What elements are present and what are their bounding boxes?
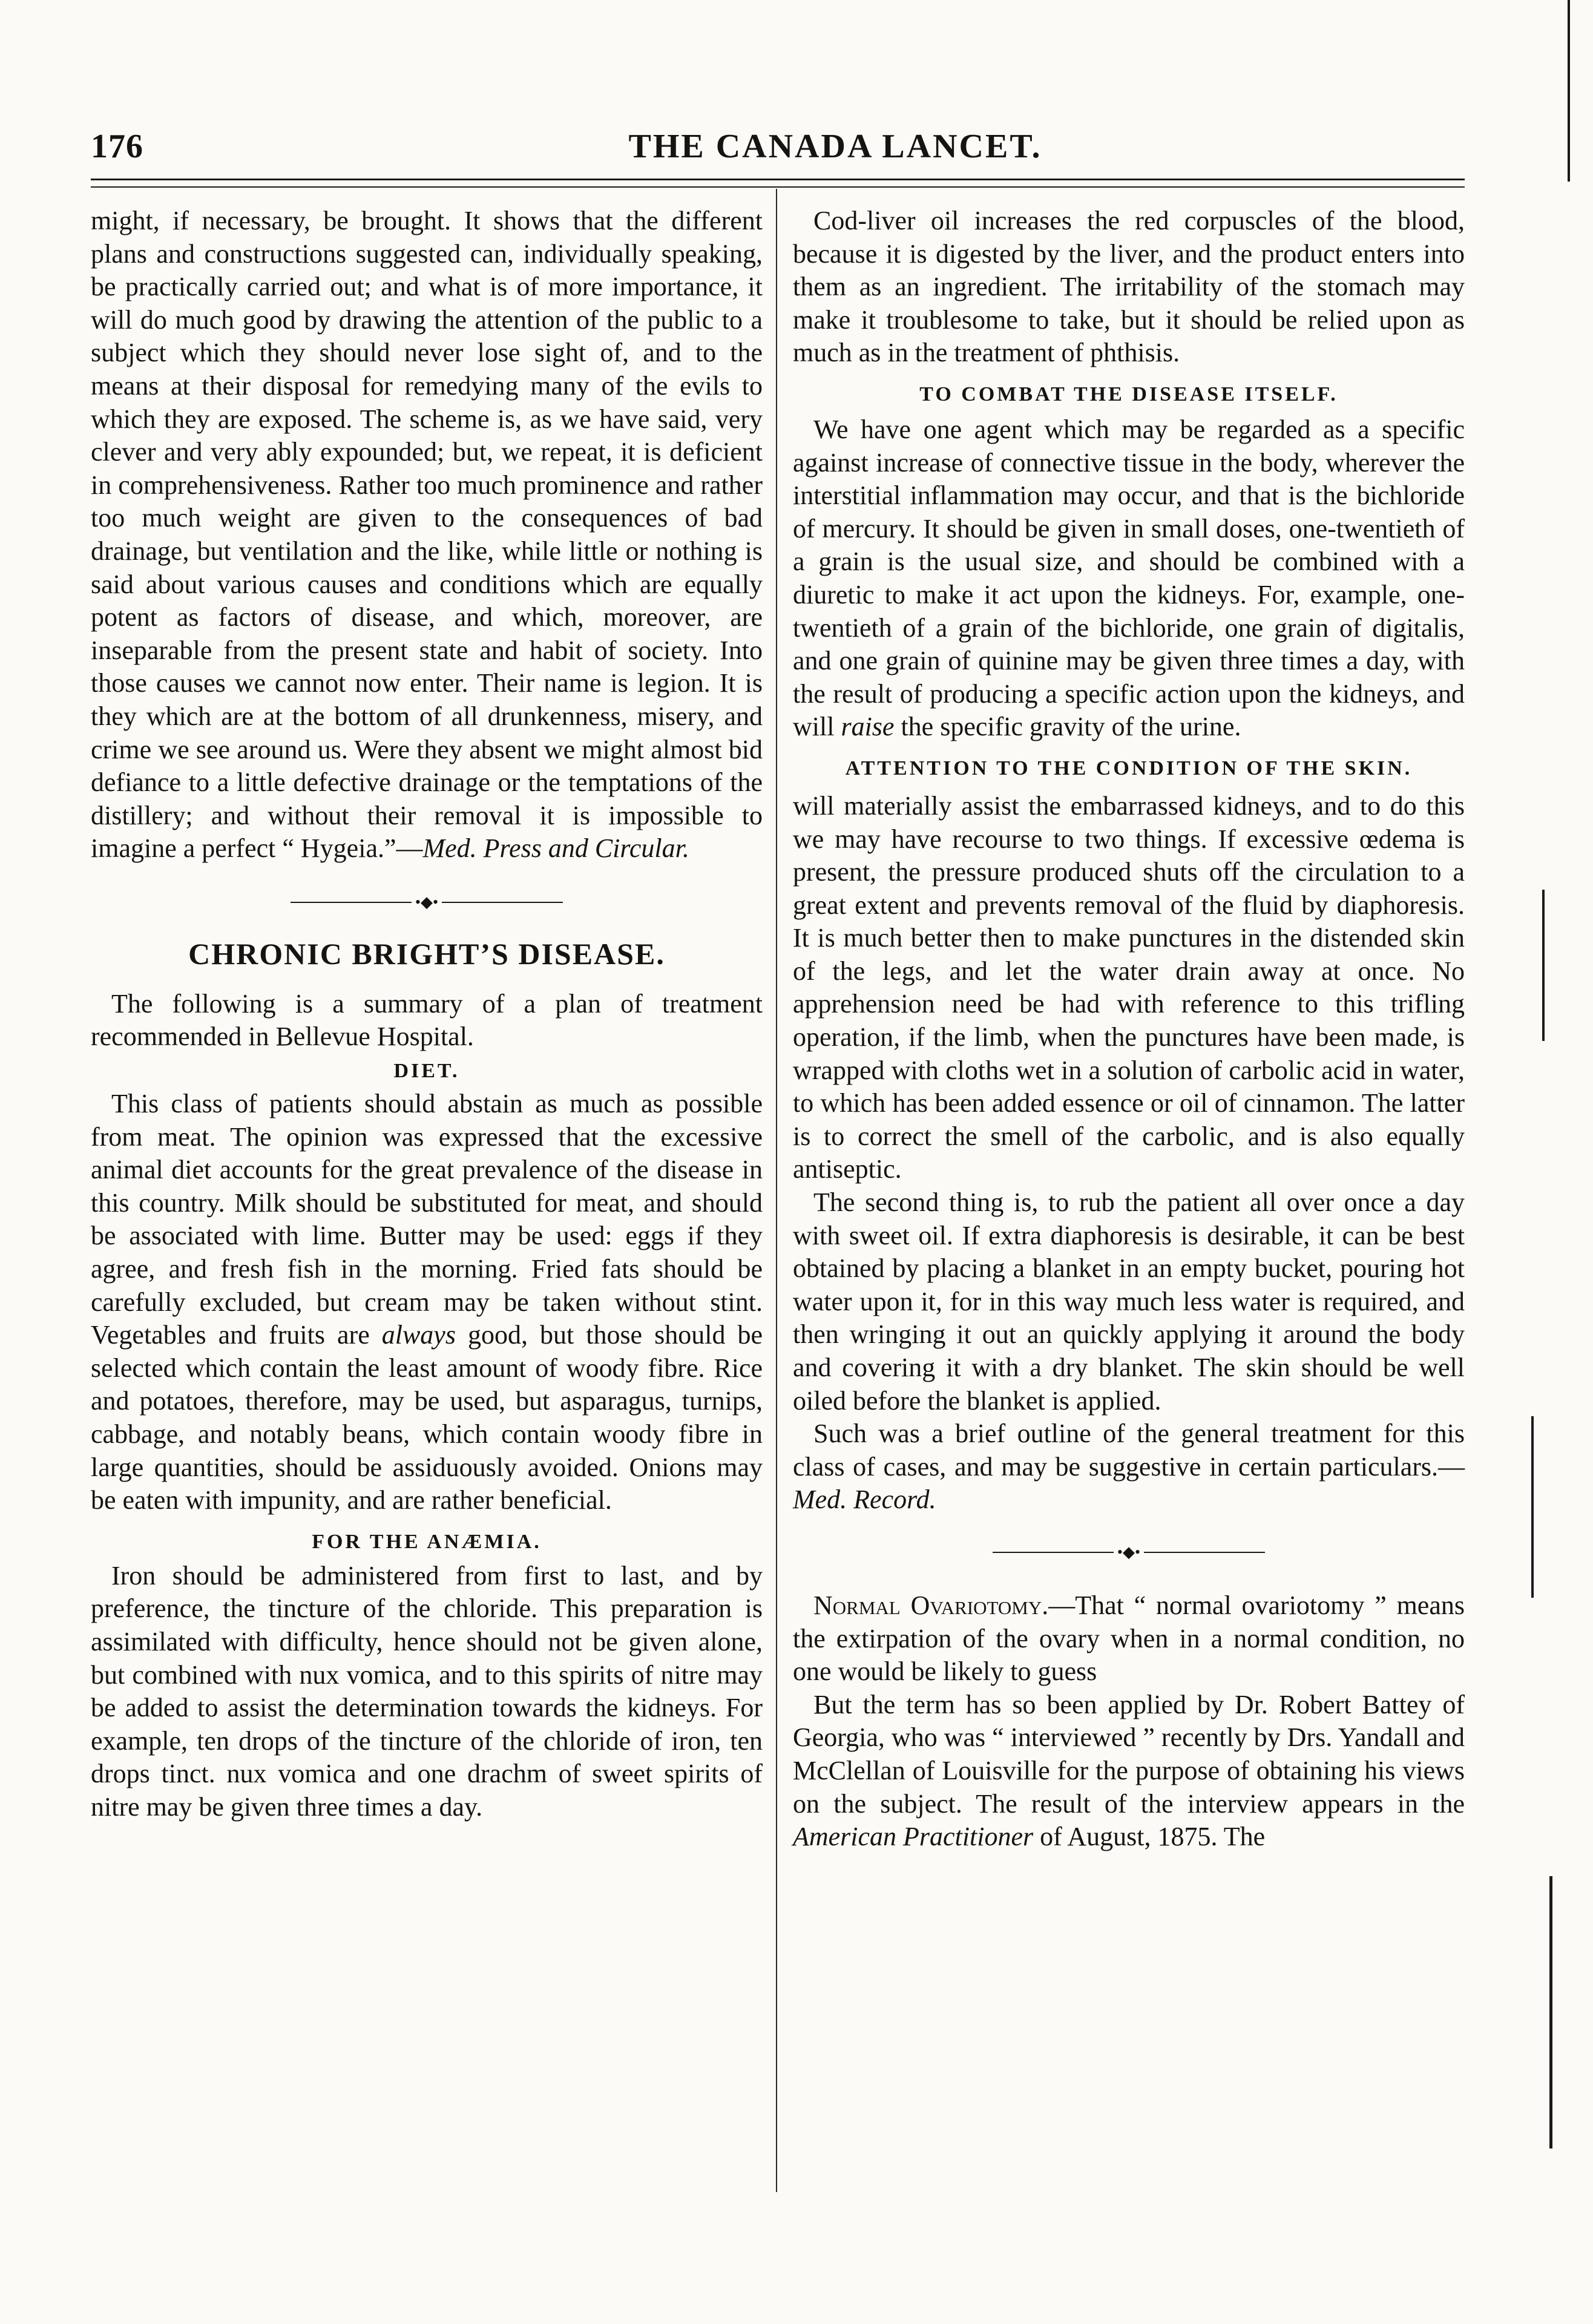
section-ornament-right (793, 1537, 1465, 1567)
diet-text-part-1: This class of patients should abstain as much as possible from meat. The opinion was expressed that the excessive animal diet accounts for the great prevalence of the disease in this country. Milk should be substituted for meat, and should be associated with lime. Butter may be used: eggs if they agree, and fresh fish in the morning. Fried fats should be carefully excluded, but cream may be taken without stint. Vegetables and fruits are (91, 1089, 763, 1350)
article-title: CHRONIC BRIGHT’S DISEASE. (188, 936, 665, 971)
ornament-line (993, 1552, 1114, 1553)
combat-emphasis: raise (841, 712, 895, 742)
right-column (793, 205, 1465, 1854)
ovariotomy-journal: American Practitioner (793, 1822, 1034, 1852)
summary-paragraph (793, 1417, 1465, 1517)
intro-paragraph (91, 205, 763, 865)
ornament-line (291, 902, 412, 903)
ornament-dots: •◆• (1117, 1543, 1141, 1561)
diet-emphasis: always (381, 1320, 456, 1350)
header-rule-thin (91, 186, 1465, 188)
scan-edge-mark (1531, 1416, 1534, 1598)
ovariotomy-text-part-2a: But the term has so been applied by Dr. Robert Battey of Georgia, who was “ interviewed ” recently by Drs. Yandall and McClellan of Louisville for the purpose of obtaining his views on the subject. The result of the interview appears in the (793, 1689, 1465, 1819)
scan-edge-mark (1549, 1876, 1552, 2148)
scan-edge-mark (1542, 890, 1545, 1041)
combat-paragraph (793, 413, 1465, 744)
combat-text-part-2: the specific gravity of the urine. (894, 712, 1241, 742)
anaemia-heading: FOR THE ANÆMIA. (312, 1530, 542, 1553)
column-divider (776, 189, 777, 2192)
summary-text: Such was a brief outline of the general treatment for this class of cases, and may be suggestive in certain particulars.— (793, 1419, 1465, 1482)
page-number: 176 (91, 128, 143, 165)
intro-paragraph-text: might, if necessary, be brought. It shows that the different plans and constructions suggested can, individually speaking, be practically carried out; and what is of more importance, it will do much good by drawing the attention of the public to a subject which they should never lose sight of, and to the means at their disposal for remedying many of the evils to which they are exposed. The scheme is, as we have said, very clever and very ably expounded; but, we repeat, it is deficient in comprehensiveness. Rather too much prominence and rather too much weight are given to the consequences of bad drainage, but ventilation and the like, while little or nothing is said about various causes and conditions which are equally potent as factors of disease, and which, moreover, are inseparable from the present state and habit of society. Into those causes we cannot now enter. Their name is legion. It is they which are at the bottom of all drunkenness, misery, and crime we see around us. Were they absent we might almost bid defiance to a little defective drainage or the temptations of the distillery; and without their removal it is impossible to imagine a perfect “ Hygeia.”— (91, 206, 763, 864)
ovariotomy-text-part-1: —That “ normal ovariotomy ” means the extirpation of the ovary when in a normal condition, no one would be likely to guess (793, 1590, 1465, 1687)
anaemia-paragraph: Iron should be administered from first to last, and by preference, the tincture of the chloride. This preparation is assimilated with difficulty, hence should not be given alone, but combined with nux vomica, and to this spirits of nitre may be added to assist the determination towards the kidneys. For example, ten drops of the tincture of the chloride of iron, ten drops tinct. nux vomica and one drachm of sweet spirits of nitre may be given three times a day. (91, 1560, 763, 1822)
diet-text-part-2: good, but those should be selected which contain the least amount of woody fibre. Rice and potatoes, therefore, may be used, but asparagus, turnips, cabbage, and notably beans, which contain woody fibre in large quantities, should be assiduously avoided. Onions may be eaten with impunity, and are rather beneficial. (91, 1320, 763, 1515)
ornament-line (1144, 1552, 1265, 1553)
skin-paragraph-2: The second thing is, to rub the patient all over once a day with sweet oil. If extra diaphoresis is desirable, it can be best obtained by placing a blanket in an empty bucket, pouring hot water upon it, for in this way much less water is required, and then wringing it out an quickly applying it around the body and covering it with a dry blanket. The skin should be well oiled before the blanket is applied. (793, 1187, 1465, 1416)
ornament-dots: •◆• (415, 893, 439, 911)
running-head: THE CANADA LANCET. (628, 128, 1042, 165)
diet-heading: DIET. (393, 1060, 460, 1083)
summary-source: Med. Record. (793, 1485, 936, 1515)
intro-source: Med. Press and Circular. (422, 833, 689, 864)
ovariotomy-text-part-2b: of August, 1875. The (1033, 1822, 1266, 1852)
scan-edge-mark (1568, 0, 1570, 182)
ovariotomy-paragraph-2 (793, 1689, 1465, 1854)
codliver-paragraph: Cod-liver oil increases the red corpuscles of the blood, because it is digested by the liver, and the product enters into them as an ingredient. The irritability of the stomach may make it troublesome to take, but it should be relied upon as much as in the treatment of phthisis. (793, 206, 1465, 368)
diet-paragraph (91, 1088, 763, 1517)
ovariotomy-paragraph-1 (793, 1589, 1465, 1689)
combat-heading: TO COMBAT THE DISEASE ITSELF. (919, 382, 1338, 405)
skin-paragraph-1: will materially assist the embarrassed kidneys, and to do this we may have recourse to two things. If excessive œdema is present, the pressure produced shuts off the circulation to a great extent and prevents removal of the fluid by diaphoresis. It is much better then to make punctures in the distended skin of the legs, and let the water drain away at once. No apprehension need be had with reference to this trifling operation, if the limb, when the punctures have been made, is wrapped with cloths wet in a solution of carbolic acid in water, to which has been added essence or oil of cinnamon. The latter is to correct the smell of the carbolic, and is also equally antiseptic. (793, 790, 1465, 1184)
left-column (91, 205, 763, 1824)
article-intro: The following is a summary of a plan of treatment recommended in Bellevue Hospital. (91, 988, 763, 1052)
ovariotomy-lead: Normal Ovariotomy. (813, 1590, 1049, 1620)
skin-heading: ATTENTION TO THE CONDITION OF THE SKIN. (845, 757, 1413, 780)
combat-text-part-1: We have one agent which may be regarded as a specific against increase of connective tissue in the body, wherever the interstitial inflammation may occur, and that is the bichloride of mercury. It should be given in small doses, one-twentieth of a grain is the usual size, and should be combined with a diuretic to make it act upon the kidneys. For, example, one-twentieth of a grain of the bichloride, one grain of digitalis, and one grain of quinine may be given three times a day, with the result of producing a specific action upon the kidneys, and will (793, 414, 1465, 742)
section-ornament (91, 887, 763, 917)
header-rule (91, 179, 1465, 180)
ornament-line (442, 902, 563, 903)
